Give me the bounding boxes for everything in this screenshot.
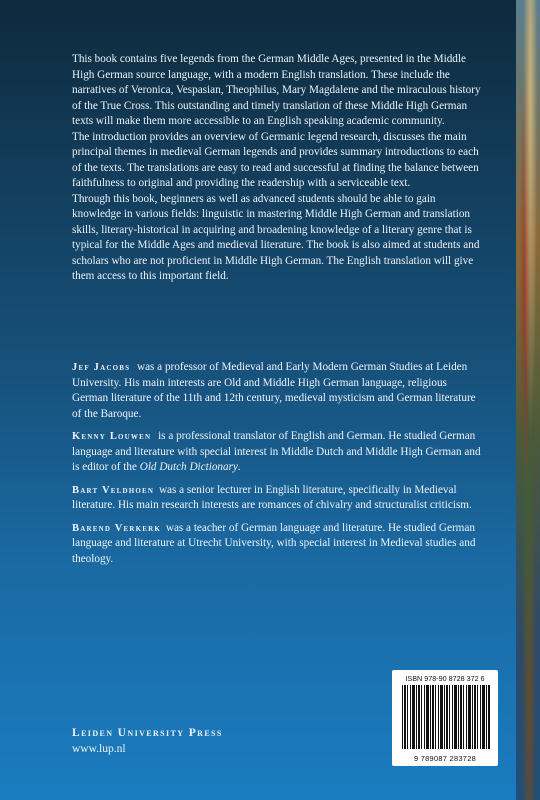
author-name: Jef Jacobs [72,362,131,373]
isbn-barcode [392,670,498,766]
author-name: Bart Veldhoen [72,484,155,496]
bio-text: is a professional translator of English and German. He studied German language and literature with special interest in Middle Dutch and Middle High German and is editor of the [72,430,481,473]
description-paragraph-3: Through this book, beginners as well as advanced students should be able to gain knowledge in various fields: linguistic in mastering Middle High German and translation skills, literary-historical in acquiring and broadening knowledge of a literary genre that is typical for the Middle Ages and medieval literature. The book is also aimed at students and scholars who are not proficient in Middle High German. The English translation will give them access to this important field. [72,192,480,282]
author-name: Kenny Louwen [72,431,152,442]
author-bios [72,360,482,574]
publisher-url[interactable]: www.lup.nl [72,742,126,755]
isbn-label: ISBN 978-90 8728 372 6 [405,674,485,683]
barcode-digits: 9 789087 283728 [413,754,477,763]
book-description [72,52,482,285]
bio-text: was a professor of Medieval and Early Modern German Studies at Leiden University. His main interests are Old and Middle High German language, religious German literature of the 11th and 12th century, medieval mysticism and German literature of the Baroque. [72,361,476,420]
bio-text-end: . [237,461,241,473]
bio-text: was a senior lecturer in English literature, specifically in Medieval literature. His main research interests are romances of chivalry and structuralist criticism. [72,483,472,511]
bio-barend-verkerk [72,521,482,568]
publisher-name: Leiden University Press [72,727,223,739]
bio-text: was a teacher of German language and literature. He studied German language and literature at Utrecht University, with special interest in Medieval studies and theology. [72,521,476,565]
publisher-block [72,726,223,757]
description-paragraph-1: This book contains five legends from the German Middle Ages, presented in the Middle High German source language, with a modern English translation. These include the narratives of Veronica, Vespasian, Theophilus, Mary Magdalene and the miraculous history of the True Cross. This outstanding and timely translation of these Middle High German texts will make them more accessible to an English speaking academic community. [72,53,481,127]
bio-bart-veldhoen [72,483,482,514]
dictionary-title: Old Dutch Dictionary [139,461,238,473]
bio-jef-jacobs [72,360,482,422]
painting-edge-strip [516,0,540,800]
barcode-bars [402,685,490,749]
bio-kenny-louwen [72,429,482,476]
description-paragraph-2: The introduction provides an overview of Germanic legend research, discusses the main principal themes in medieval German legends and provides summary introductions to each of the texts. The translations are easy to read and successful at finding the balance between faithfulness to original and providing the readership with a serviceable text. [72,130,479,189]
author-name: Barend Verkerk [72,522,162,534]
